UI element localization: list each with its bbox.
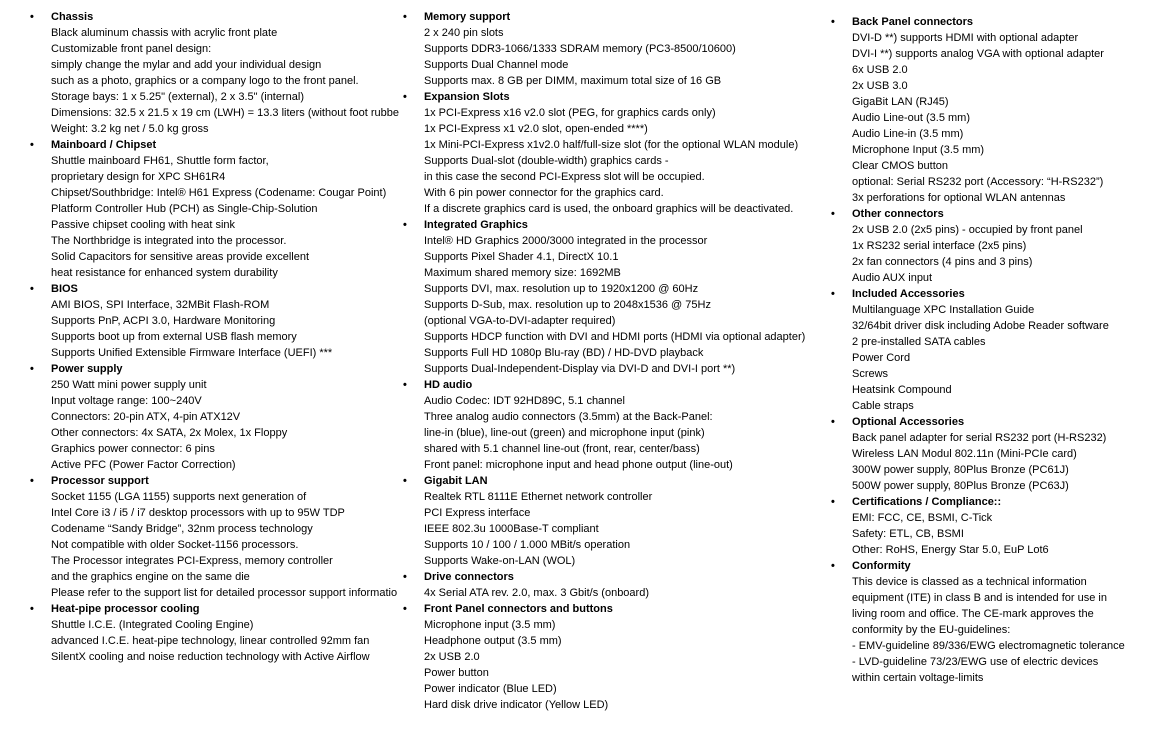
spec-line: proprietary design for XPC SH61R4 (51, 171, 226, 183)
spec-line: 1x PCI-Express x16 v2.0 slot (PEG, for graphics cards only) (424, 107, 716, 119)
section-drive-connectors (403, 569, 803, 601)
spec-line: 500W power supply, 80Plus Bronze (PC63J) (852, 480, 1069, 492)
bullet-icon: • (403, 11, 407, 23)
spec-line: Other connectors: 4x SATA, 2x Molex, 1x Floppy (51, 427, 288, 439)
section-header (831, 206, 1165, 222)
spec-line: Dimensions: 32.5 x 21.5 x 19 cm (LWH) = 13.3 liters (without foot rubbe (51, 107, 399, 119)
section-header (831, 286, 1165, 302)
bullet-icon: • (403, 219, 407, 231)
bullet-icon: • (30, 363, 34, 375)
section-title: Chassis (51, 11, 94, 23)
spec-line: 2x USB 2.0 (424, 651, 480, 663)
spec-line: shared with 5.1 channel line-out (front, rear, center/bass) (424, 443, 700, 455)
spec-line: Audio Line-in (3.5 mm) (852, 128, 964, 140)
spec-line: Weight: 3.2 kg net / 5.0 kg gross (51, 123, 209, 135)
spec-line: Maximum shared memory size: 1692MB (424, 267, 621, 279)
spec-line: line-in (blue), line-out (green) and microphone input (pink) (424, 427, 705, 439)
section-front-panel-connectors-and-buttons (403, 601, 803, 713)
bullet-icon: • (831, 16, 835, 28)
spec-line: The Processor integrates PCI-Express, memory controller (51, 555, 333, 567)
spec-line: within certain voltage-limits (852, 672, 984, 684)
section-other-connectors (831, 206, 1165, 286)
bullet-icon: • (403, 475, 407, 487)
spec-line: optional: Serial RS232 port (Accessory: “H-RS232”) (852, 176, 1104, 188)
section-back-panel-connectors (831, 14, 1165, 206)
spec-line: in this case the second PCI-Express slot will be occupied. (424, 171, 705, 183)
section-gigabit-lan (403, 473, 803, 569)
spec-line: Storage bays: 1 x 5.25" (external), 2 x 3.5" (internal) (51, 91, 304, 103)
spec-line: Microphone input (3.5 mm) (424, 619, 556, 631)
spec-column-1 (30, 0, 402, 665)
spec-line: 3x perforations for optional WLAN antennas (852, 192, 1066, 204)
section-conformity (831, 558, 1165, 686)
spec-line: Three analog audio connectors (3.5mm) at the Back-Panel: (424, 411, 713, 423)
section-header (30, 137, 402, 153)
spec-line: (optional VGA-to-DVI-adapter required) (424, 315, 616, 327)
spec-line: SilentX cooling and noise reduction technology with Active Airflow (51, 651, 370, 663)
spec-line: such as a photo, graphics or a company logo to the front panel. (51, 75, 359, 87)
bullet-icon: • (30, 139, 34, 151)
spec-line: 2x USB 3.0 (852, 80, 908, 92)
spec-line: 1x RS232 serial interface (2x5 pins) (852, 240, 1027, 252)
spec-line: Screws (852, 368, 889, 380)
spec-line: 2x USB 2.0 (2x5 pins) - occupied by front panel (852, 224, 1083, 236)
spec-line: Graphics power connector: 6 pins (51, 443, 215, 455)
section-title: Front Panel connectors and buttons (424, 603, 613, 615)
spec-line: Audio Line-out (3.5 mm) (852, 112, 970, 124)
spec-line: Please refer to the support list for detailed processor support informatio (51, 587, 398, 599)
spec-line: Black aluminum chassis with acrylic front plate (51, 27, 278, 39)
spec-line: Supports DVI, max. resolution up to 1920x1200 @ 60Hz (424, 283, 699, 295)
spec-line: Chipset/Southbridge: Intel® H61 Express (Codename: Cougar Point) (51, 187, 387, 199)
spec-line: Not compatible with older Socket-1156 processors. (51, 539, 299, 551)
spec-line: Supports max. 8 GB per DIMM, maximum total size of 16 GB (424, 75, 722, 87)
section-header (403, 217, 803, 233)
section-header (831, 558, 1165, 574)
section-header (403, 569, 803, 585)
section-title: Power supply (51, 363, 123, 375)
spec-line: Wireless LAN Modul 802.11n (Mini-PCIe card) (852, 448, 1077, 460)
spec-line: 300W power supply, 80Plus Bronze (PC61J) (852, 464, 1069, 476)
section-header (30, 281, 402, 297)
spec-line: Front panel: microphone input and head phone output (line-out) (424, 459, 733, 471)
section-title: Included Accessories (852, 288, 965, 300)
bullet-icon: • (403, 91, 407, 103)
section-title: Processor support (51, 475, 149, 487)
spec-line: living room and office. The CE-mark approves the (852, 608, 1094, 620)
spec-line: Supports 10 / 100 / 1.000 MBit/s operation (424, 539, 631, 551)
spec-line: Supports Dual-Independent-Display via DVI-D and DVI-I port **) (424, 363, 736, 375)
spec-line: Supports PnP, ACPI 3.0, Hardware Monitoring (51, 315, 276, 327)
spec-line: Socket 1155 (LGA 1155) supports next generation of (51, 491, 307, 503)
spec-line: heat resistance for enhanced system durability (51, 267, 278, 279)
spec-line: Supports Pixel Shader 4.1, DirectX 10.1 (424, 251, 619, 263)
spec-line: Other: RoHS, Energy Star 5.0, EuP Lot6 (852, 544, 1049, 556)
section-title: HD audio (424, 379, 473, 391)
spec-line: Intel Core i3 / i5 / i7 desktop processors with up to 95W TDP (51, 507, 345, 519)
section-header (30, 361, 402, 377)
spec-line: Microphone Input (3.5 mm) (852, 144, 985, 156)
section-title: Heat-pipe processor cooling (51, 603, 200, 615)
spec-line: Solid Capacitors for sensitive areas provide excellent (51, 251, 310, 263)
spec-line: Input voltage range: 100~240V (51, 395, 202, 407)
spec-line: 6x USB 2.0 (852, 64, 908, 76)
section-title: Expansion Slots (424, 91, 510, 103)
spec-line: 1x Mini-PCI-Express x1v2.0 half/full-size slot (for the optional WLAN module) (424, 139, 799, 151)
spec-line: Platform Controller Hub (PCH) as Single-Chip-Solution (51, 203, 318, 215)
section-included-accessories (831, 286, 1165, 414)
spec-line: Power button (424, 667, 489, 679)
bullet-icon: • (30, 475, 34, 487)
bullet-icon: • (831, 208, 835, 220)
spec-line: simply change the mylar and add your individual design (51, 59, 322, 71)
spec-line: Codename “Sandy Bridge”, 32nm process technology (51, 523, 313, 535)
spec-line: Heatsink Compound (852, 384, 952, 396)
spec-line: GigaBit LAN (RJ45) (852, 96, 949, 108)
spec-line: EMI: FCC, CE, BSMI, C-Tick (852, 512, 993, 524)
spec-line: 2 pre-installed SATA cables (852, 336, 986, 348)
spec-line: Multilanguage XPC Installation Guide (852, 304, 1035, 316)
spec-line: Back panel adapter for serial RS232 port (H-RS232) (852, 432, 1107, 444)
spec-line: Supports Wake-on-LAN (WOL) (424, 555, 576, 567)
section-header (403, 377, 803, 393)
spec-line: Supports Dual Channel mode (424, 59, 569, 71)
bullet-icon: • (30, 603, 34, 615)
spec-line: Supports DDR3-1066/1333 SDRAM memory (PC3-8500/10600) (424, 43, 736, 55)
bullet-icon: • (403, 379, 407, 391)
spec-line: Audio AUX input (852, 272, 933, 284)
section-header (30, 601, 402, 617)
section-title: BIOS (51, 283, 78, 295)
section-processor-support (30, 473, 402, 601)
spec-line: Supports Unified Extensible Firmware Interface (UEFI) *** (51, 347, 333, 359)
section-mainboard-chipset (30, 137, 402, 281)
spec-line: Supports HDCP function with DVI and HDMI ports (HDMI via optional adapter) (424, 331, 806, 343)
spec-line: - EMV-guideline 89/336/EWG electromagnetic tolerance (852, 640, 1125, 652)
spec-line: Supports Dual-slot (double-width) graphics cards - (424, 155, 669, 167)
section-heat-pipe-processor-cooling (30, 601, 402, 665)
section-header (831, 14, 1165, 30)
spec-line: Supports boot up from external USB flash memory (51, 331, 297, 343)
spec-line: equipment (ITE) in class B and is intended for use in (852, 592, 1107, 604)
spec-line: The Northbridge is integrated into the processor. (51, 235, 287, 247)
spec-line: Clear CMOS button (852, 160, 948, 172)
spec-line: IEEE 802.3u 1000Base-T compliant (424, 523, 599, 535)
spec-line: Safety: ETL, CB, BSMI (852, 528, 964, 540)
bullet-icon: • (831, 416, 835, 428)
spec-line: advanced I.C.E. heat-pipe technology, linear controlled 92mm fan (51, 635, 370, 647)
spec-line: Power indicator (Blue LED) (424, 683, 557, 695)
spec-line: and the graphics engine on the same die (51, 571, 250, 583)
spec-line: PCI Express interface (424, 507, 531, 519)
spec-line: 4x Serial ATA rev. 2.0, max. 3 Gbit/s (onboard) (424, 587, 649, 599)
section-certifications-compliance (831, 494, 1165, 558)
section-title: Certifications / Compliance:: (852, 496, 1002, 508)
section-header (30, 473, 402, 489)
section-title: Optional Accessories (852, 416, 965, 428)
spec-line: 250 Watt mini power supply unit (51, 379, 207, 391)
spec-line: 32/64bit driver disk including Adobe Reader software (852, 320, 1109, 332)
bullet-icon: • (831, 560, 835, 572)
spec-column-2 (403, 0, 806, 713)
section-title: Other connectors (852, 208, 944, 220)
spec-line: Hard disk drive indicator (Yellow LED) (424, 699, 609, 711)
bullet-icon: • (831, 288, 835, 300)
spec-line: Power Cord (852, 352, 911, 364)
spec-line: Cable straps (852, 400, 914, 412)
bullet-icon: • (403, 603, 407, 615)
spec-line: DVI-D **) supports HDMI with optional adapter (852, 32, 1079, 44)
spec-line: DVI-I **) supports analog VGA with optional adapter (852, 48, 1104, 60)
spec-line: AMI BIOS, SPI Interface, 32MBit Flash-ROM (51, 299, 270, 311)
spec-line: 1x PCI-Express x1 v2.0 slot, open-ended ****) (424, 123, 648, 135)
spec-line: If a discrete graphics card is used, the onboard graphics will be deactivated. (424, 203, 794, 215)
section-chassis (30, 9, 402, 137)
bullet-icon: • (831, 496, 835, 508)
section-title: Gigabit LAN (424, 475, 488, 487)
section-header (403, 9, 803, 25)
section-bios (30, 281, 402, 361)
spec-line: 2x fan connectors (4 pins and 3 pins) (852, 256, 1033, 268)
spec-line: Realtek RTL 8111E Ethernet network controller (424, 491, 653, 503)
spec-line: - LVD-guideline 73/23/EWG use of electric devices (852, 656, 1099, 668)
spec-line: Shuttle I.C.E. (Integrated Cooling Engine) (51, 619, 254, 631)
spec-line: Shuttle mainboard FH61, Shuttle form factor, (51, 155, 269, 167)
bullet-icon: • (30, 11, 34, 23)
bullet-icon: • (30, 283, 34, 295)
section-title: Back Panel connectors (852, 16, 974, 28)
section-hd-audio (403, 377, 803, 473)
section-optional-accessories (831, 414, 1165, 494)
section-title: Mainboard / Chipset (51, 139, 157, 151)
section-title: Conformity (852, 560, 911, 572)
section-header (403, 473, 803, 489)
spec-column-3 (831, 0, 1165, 686)
section-power-supply (30, 361, 402, 473)
spec-line: Customizable front panel design: (51, 43, 212, 55)
section-header (30, 9, 402, 25)
spec-line: Intel® HD Graphics 2000/3000 integrated in the processor (424, 235, 708, 247)
section-header (831, 414, 1165, 430)
spec-line: conformity by the EU-guidelines: (852, 624, 1011, 636)
spec-line: This device is classed as a technical information (852, 576, 1087, 588)
section-header (831, 494, 1165, 510)
spec-line: Connectors: 20-pin ATX, 4-pin ATX12V (51, 411, 241, 423)
section-title: Integrated Graphics (424, 219, 528, 231)
section-title: Memory support (424, 11, 511, 23)
bullet-icon: • (403, 571, 407, 583)
section-integrated-graphics (403, 217, 806, 377)
section-header (403, 89, 803, 105)
spec-line: 2 x 240 pin slots (424, 27, 504, 39)
section-title: Drive connectors (424, 571, 514, 583)
section-expansion-slots (403, 89, 803, 217)
spec-line: With 6 pin power connector for the graphics card. (424, 187, 664, 199)
spec-line: Supports Full HD 1080p Blu-ray (BD) / HD-DVD playback (424, 347, 704, 359)
spec-line: Active PFC (Power Factor Correction) (51, 459, 236, 471)
section-memory-support (403, 9, 803, 89)
spec-line: Headphone output (3.5 mm) (424, 635, 562, 647)
spec-line: Supports D-Sub, max. resolution up to 2048x1536 @ 75Hz (424, 299, 711, 311)
spec-line: Audio Codec: IDT 92HD89C, 5.1 channel (424, 395, 625, 407)
section-header (403, 601, 803, 617)
spec-line: Passive chipset cooling with heat sink (51, 219, 236, 231)
